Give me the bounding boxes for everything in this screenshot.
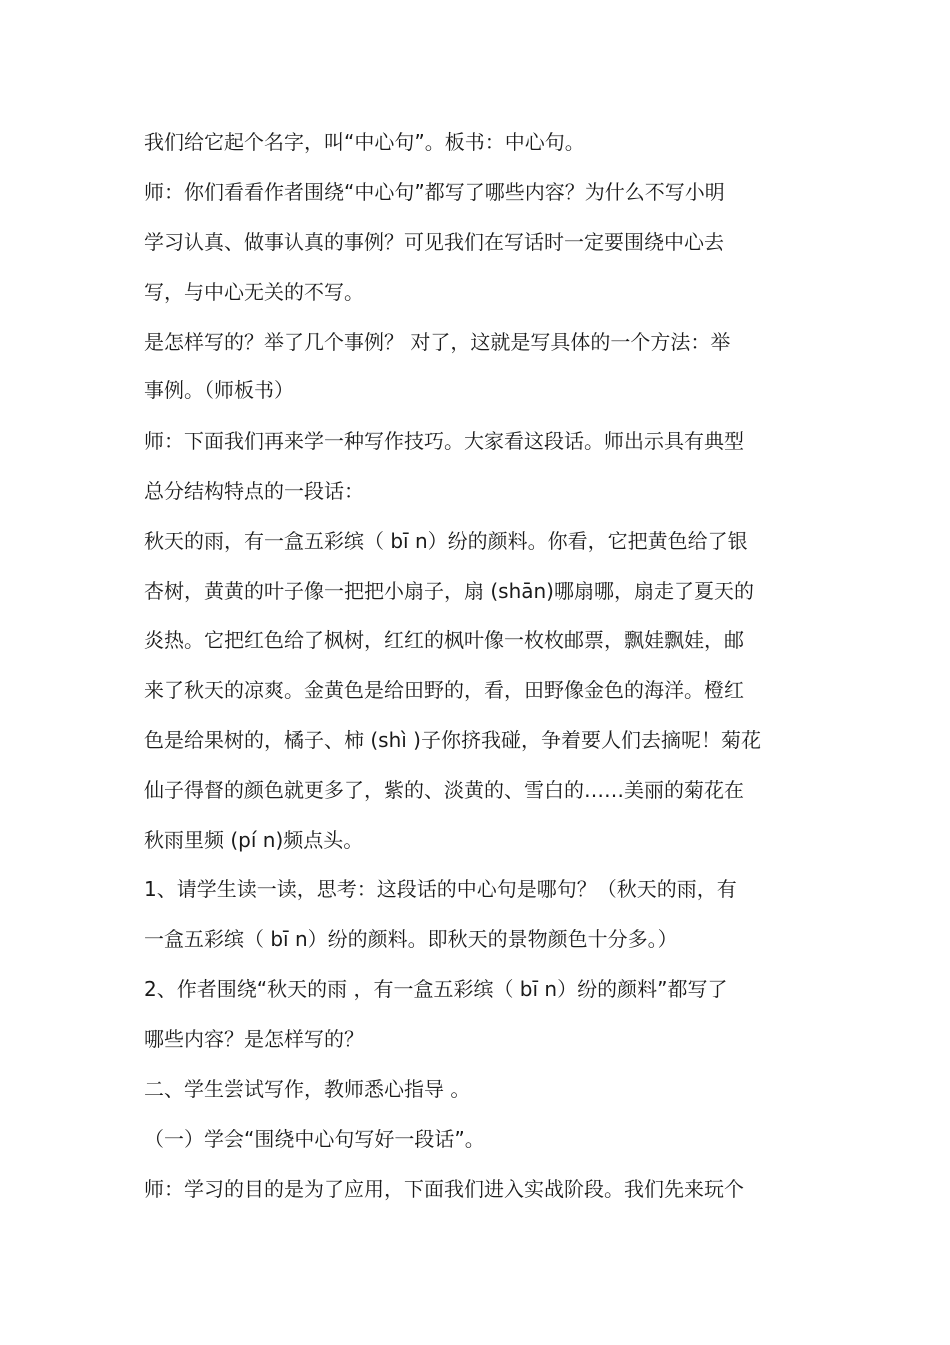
text-line: 炎热。它把红色给了枫树，红红的枫叶像一枚枚邮票，飘娃飘娃，邮	[144, 628, 744, 652]
text-line: 秋雨里频 (pí n)频点头。	[144, 828, 364, 852]
text-line: 2、作者围绕“秋天的雨 ，有一盒五彩缤（ bī n）纷的颜料”都写了	[144, 977, 728, 1001]
text-line: 我们给它起个名字，叫“中心句”。板书：中心句。	[144, 130, 585, 154]
text-line: 色是给果树的，橘子、柿 (shì )子你挤我碰，争着要人们去摘呢！菊花	[144, 728, 761, 752]
text-line: 哪些内容？是怎样写的？	[144, 1027, 364, 1051]
text-line: 事例。（师板书）	[144, 378, 294, 402]
text-line: 仙子得督的颜色就更多了，紫的、淡黄的、雪白的……美丽的菊花在	[144, 778, 744, 802]
text-line: 师：下面我们再来学一种写作技巧。大家看这段话。师出示具有典型	[144, 429, 744, 453]
text-line: 来了秋天的凉爽。金黄色是给田野的，看，田野像金色的海洋。橙红	[144, 678, 744, 702]
text-line: 写，与中心无关的不写。	[144, 280, 364, 304]
text-line: （一）学会“围绕中心句写好一段话”。	[144, 1127, 485, 1151]
text-line: 秋天的雨，有一盒五彩缤（ bī n）纷的颜料。你看，它把黄色给了银	[144, 529, 748, 553]
text-line: 是怎样写的？举了几个事例？ 对了，这就是写具体的一个方法：举	[144, 330, 731, 354]
text-line: 学习认真、做事认真的事例？可见我们在写话时一定要围绕中心去	[144, 230, 724, 254]
text-line: 杏树，黄黄的叶子像一把把小扇子，扇 (shān)哪扇哪，扇走了夏天的	[144, 579, 754, 603]
text-line: 师：学习的目的是为了应用，下面我们进入实战阶段。我们先来玩个	[144, 1177, 744, 1201]
text-line: 师：你们看看作者围绕“中心句”都写了哪些内容？为什么不写小明	[144, 180, 725, 204]
text-line: 二、学生尝试写作，教师悉心指导 。	[144, 1077, 471, 1101]
text-line: 总分结构特点的一段话：	[144, 479, 364, 503]
text-line: 一盒五彩缤（ bī n）纷的颜料。即秋天的景物颜色十分多。）	[144, 927, 678, 951]
text-line: 1、请学生读一读，思考：这段话的中心句是哪句？（秋天的雨，有	[144, 877, 737, 901]
